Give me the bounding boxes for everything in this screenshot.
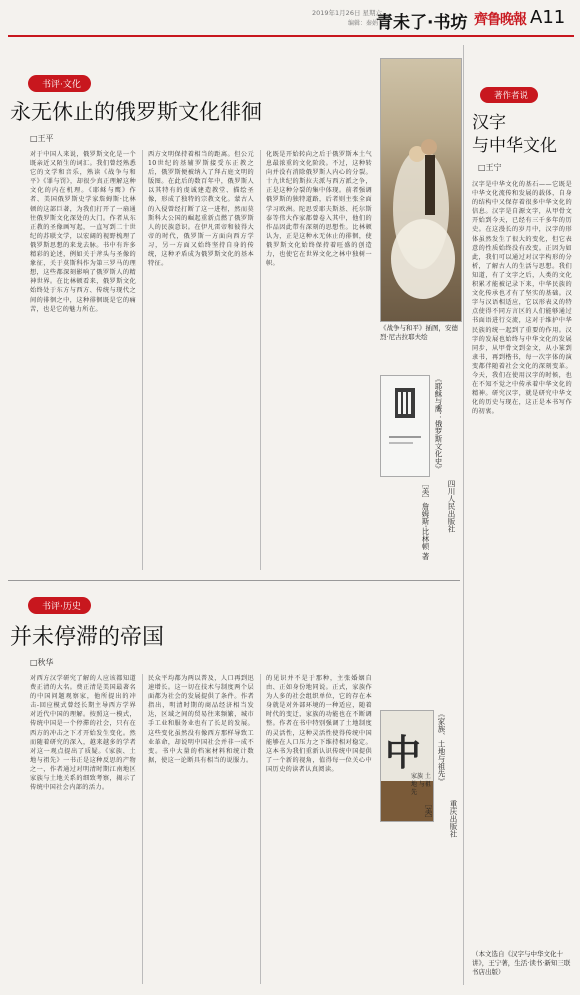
- article3-tag: 著作者说: [480, 87, 538, 103]
- book2-cover-title: 家族 土地 与祖先: [411, 773, 431, 796]
- article1-tag: 书评·文化: [28, 75, 91, 92]
- section-divider: [8, 580, 460, 581]
- book2-publisher: 重庆出版社: [449, 800, 458, 838]
- section-title: 青未了·书坊: [376, 13, 468, 33]
- book1-publisher: 四川人民出版社: [447, 480, 456, 533]
- book2-title-caption: 《家族、土地与祖先》: [437, 710, 446, 785]
- book1-author: ［美］詹姆斯·比林顿 著: [421, 480, 430, 560]
- article1-column-1: 对于中国人来说，俄罗斯文化是一个既亲近又陌生的词汇。我们曾经熟悉它的文学和音乐，熟读《战争与和平》《罪与罚》，却很少真正理解这种文化的内在机理。《耶稣与鹰》作者、美国俄罗斯史学家詹姆斯·比林顿的这部巨著，为我们打开了一扇通往俄罗斯文化深处的大门。作者从东正教的圣像画写起，一直写到二十世纪的苏联文学，以宏阔的视野梳理了俄罗斯思想的来龙去脉。书中有许多精彩的论述，例如关于斧头与圣像的象征，关于莫斯科作为第三罗马的理想，这些都深刻影响了俄罗斯人的精神世界。在比林顿看来，俄罗斯文化始终处于东方与西方、传统与现代之间的徘徊之中，这种徘徊既是它的痛苦，也是它的魅力所在。: [30, 151, 136, 313]
- column-divider: [142, 150, 143, 570]
- dancing-couple-illustration: [381, 59, 461, 321]
- column-divider: [260, 150, 261, 570]
- book2-cover-character: 中: [385, 732, 422, 774]
- article3-headline-line1: 汉字: [472, 113, 506, 133]
- painting-image: [380, 58, 462, 322]
- article3-source: （本文选自《汉字与中华文化十讲》，王宁著，生活·读书·新知三联书店出版）: [472, 950, 571, 976]
- column-divider: [463, 45, 464, 985]
- article2-tag: 书评·历史: [28, 597, 91, 614]
- article3-byline: □王宁: [478, 163, 502, 172]
- column-divider: [260, 674, 261, 984]
- page-number: A11: [530, 7, 566, 28]
- book1-cover-art: [381, 376, 429, 476]
- header-rule: [8, 35, 574, 37]
- article2-column-3: 的见识并不是于那种，主张婚姻自由、正如身份地同说。正式，家族作为人多的社会组织单位，它的存在本身就是对外部环境的一种适应，随着时代的变迁，家族的功能也在不断调整。作者在书中特别强调了土地制度的灵活性，这种灵活性使得传统中国能够在人口压力之下维持相对稳定。这本书为我们重新认识传统中国提供了一个新的视角，值得每一位关心中国历史的读者认真阅读。: [266, 675, 372, 773]
- article1-column-3: 化既是开始转向之后于俄罗斯本土气息最浓重的文化阶段。不过，这种转向并没有消除俄罗斯人内心的分裂。十九世纪的斯拉夫派与西方派之争，正是这种分裂的集中体现。前者强调俄罗斯的独特道路，后者则主张全面学习欧洲。陀思妥耶夫斯基、托尔斯泰等伟大作家都曾卷入其中，他们的作品因此带有深刻的思想性。比林顿认为，正是这种永无休止的徘徊，使俄罗斯文化始终保持着旺盛的创造力，也使它在世界文化之林中独树一帜。: [266, 151, 372, 268]
- header-date: 2019年1月26日 星期六: [312, 9, 383, 17]
- article2-headline: 并未停滞的帝国: [10, 625, 165, 650]
- article3-body: 汉字是中华文化的基石——它既是中华文化流传和发展的载体，自身的结构中又保存着很多中华文化的信息。汉字是自源文字，从甲骨文开始到今天，已经有三千多年的历史。在这漫长的岁月中，汉字的形体虽然发生了很大的变化，但它表意的性质始终没有改变。正因为如此，我们可以通过对汉字构形的分析，了解古人的生活与思想。我们知道，有了文字之后，人类的文化积累才能被记录下来，中华民族的文化传承也才有了坚实的基础。汉字与汉语相适应，它以形表义的特点使得不同方言区的人们能够通过书面语进行交流，这对于维护中华民族的统一起到了重要的作用。汉字的发展也始终与中华文化的发展同步，从甲骨文到金文，从小篆到隶书，再到楷书，每一次字体的演变都伴随着社会文化的深刻变革。今天，我们在使用汉字的时候，也在不知不觉之中传承着中华文化的精神。研究汉字，就是研究中华文化的历史与现在，这正是本书写作的初衷。: [472, 181, 572, 416]
- article2-column-1: 对西方汉学研究了解的人应该都知道费正清的大名。费正清是美国最著名的中国问题观察家，他所提出的冲击-回应模式曾经长期主导西方学界对近代中国的理解。按照这一模式，传统中国是一个停滞的社会，只有在西方的冲击之下才开始发生变化。然而随着研究的深入，越来越多的学者对这一观点提出了质疑。《家族、土地与祖先》一书正是这种反思的产物之一，作者通过对明清时期江南地区家族与土地关系的细致考察，揭示了传统中国社会内部的活力。: [30, 675, 136, 792]
- article1-headline: 永无休止的俄罗斯文化徘徊: [10, 100, 262, 124]
- article2-column-2: 民众平均都为两以普及，人口再到迅速增长。这一切在技术与制度两个层面都为社会的发展提供了条件。作者指出，明清时期的商品经济相当发达，区域之间的贸易往来频繁，城市手工业和服务业也有了长足的发展。这些变化虽然没有像西方那样导致工业革命，却说明中国社会并非一成不变。书中大量的档案材料和统计数据，使这一论断具有相当的说服力。: [148, 675, 254, 764]
- article1-column-2: 西方文明保持着相当的距离。但公元10世纪的基辅罗斯接受东正教之后，俄罗斯便被纳入了拜占庭文明的版图。在此后的数百年中，俄罗斯人以其特有的虔诚建造教堂、描绘圣像，形成了独特的宗教文化。蒙古人的入侵曾经打断了这一进程，然而莫斯科大公国的崛起重新点燃了俄罗斯人的民族意识。在伊凡雷帝和彼得大帝的时代，俄罗斯一方面向西方学习，另一方面又始终坚持自身的传统，这种矛盾成为俄罗斯文化的基本特征。: [148, 151, 254, 268]
- book1-title-caption: 《耶稣与鹰：俄罗斯文化史》: [434, 375, 443, 473]
- painting-caption: 《战争与和平》插图，安德烈·尼古拉耶夫绘: [380, 324, 458, 341]
- newspaper-logo: 齊鲁晚報: [474, 12, 526, 28]
- column-divider: [142, 674, 143, 984]
- article1-byline: □王平: [30, 134, 54, 143]
- book2-author: ［美］: [424, 800, 433, 823]
- article3-headline-line2: 与中华文化: [472, 136, 557, 156]
- header-editor: 编辑：秦娟: [348, 20, 379, 27]
- article2-byline: □秋华: [30, 658, 54, 667]
- book1-cover: [380, 375, 430, 477]
